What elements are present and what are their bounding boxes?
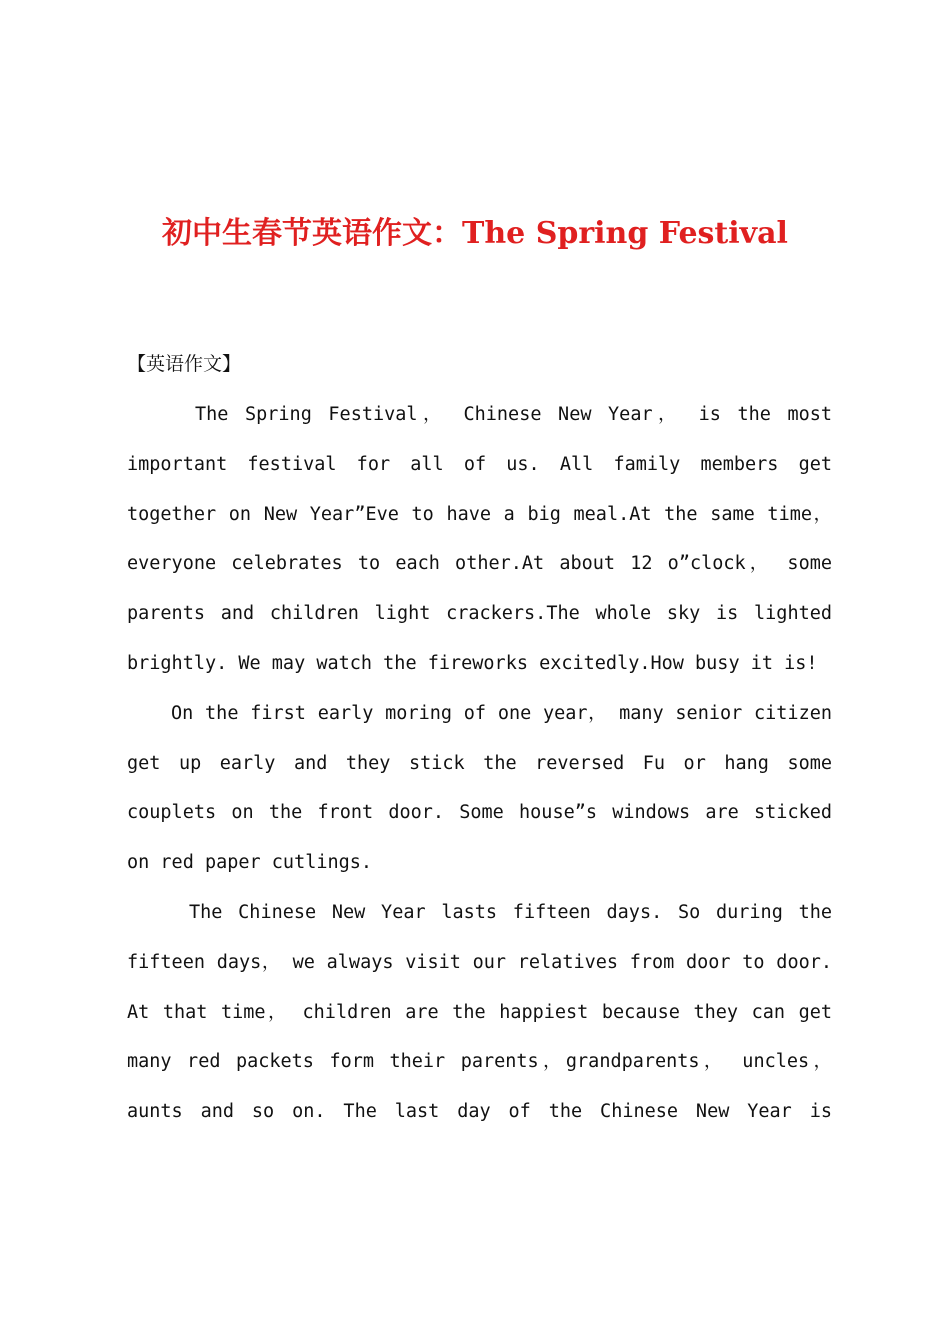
essay-body <box>127 390 832 1137</box>
text-line: get up early and they stick the reversed Fu or hang some <box>127 752 832 774</box>
text-line: brightly. We may watch the fireworks excitedly.How busy it is! <box>127 652 818 674</box>
section-label: 【英语作文】 <box>127 353 242 375</box>
document-title: 初中生春节英语作文：The Spring Festival <box>162 216 788 251</box>
text-line: many red packets form their parents，grandparents， uncles， <box>127 1051 832 1073</box>
text-line: on red paper cutlings. <box>127 852 373 874</box>
text-line: together on New Year”Eve to have a big meal.At the same time， <box>127 503 832 525</box>
text-line: On the first early moring of one year， many senior citizen <box>171 702 832 724</box>
text-line: parents and children light crackers.The whole sky is lighted <box>127 603 832 625</box>
text-line: aunts and so on. The last day of the Chinese New Year is <box>127 1101 832 1123</box>
text-line: The Spring Festival， Chinese New Year， is the most <box>195 404 832 425</box>
text-line: important festival for all of us. All family members get <box>127 453 832 475</box>
text-line: everyone celebrates to each other.At about 12 o”clock， some <box>127 553 832 575</box>
text-line: The Chinese New Year lasts fifteen days. So during the <box>189 901 832 923</box>
text-line: At that time， children are the happiest because they can get <box>127 1001 832 1023</box>
text-line: couplets on the front door. Some house”s windows are sticked <box>127 802 832 824</box>
text-line: fifteen days， we always visit our relatives from door to door. <box>127 951 832 973</box>
